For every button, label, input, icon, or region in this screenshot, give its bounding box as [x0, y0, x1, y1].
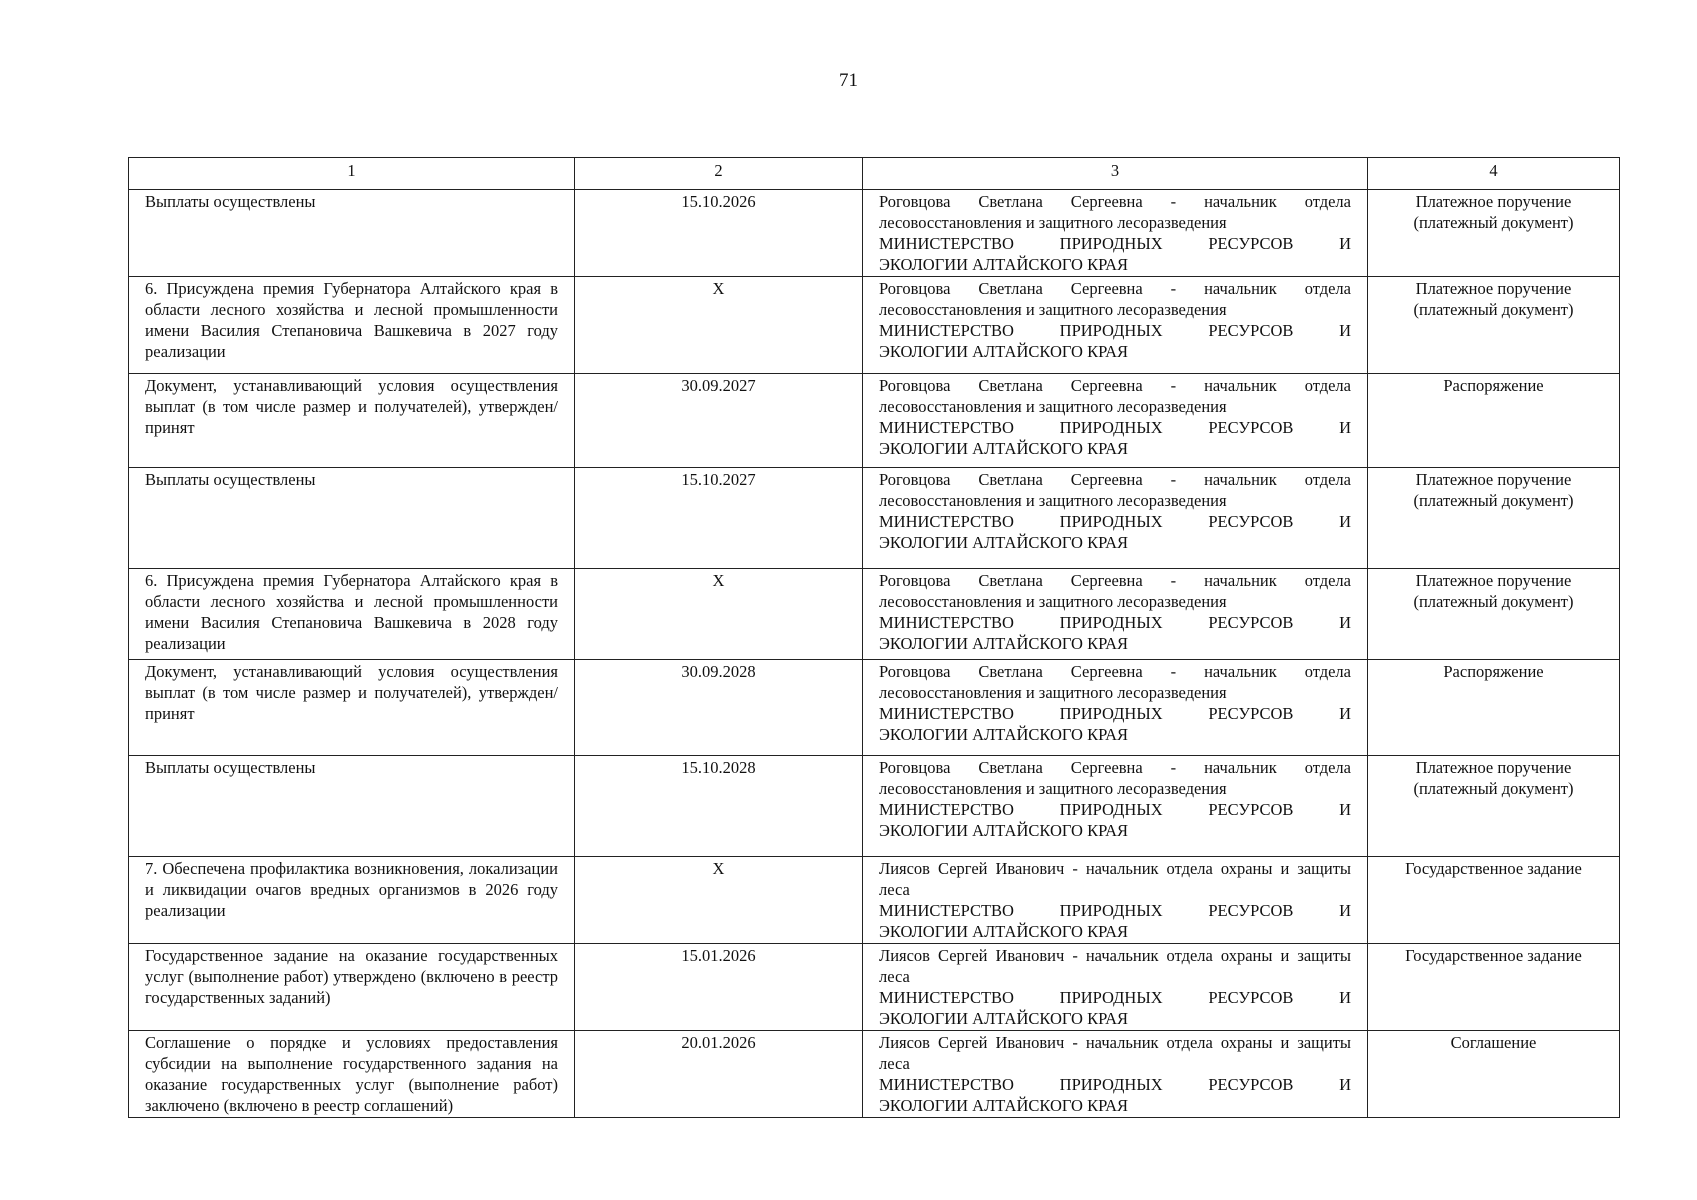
event-description-cell: Выплаты осуществлены [129, 190, 575, 277]
deadline-cell: 30.09.2027 [575, 374, 863, 468]
responsible-cell [863, 374, 1368, 468]
deadline-cell: 15.01.2026 [575, 944, 863, 1031]
event-description-cell: Соглашение о порядке и условиях предоставления субсидии на выполнение государственного задания на оказание государственных услуг (выполнение работ) заключено (включено в реестр соглашений) [129, 1031, 575, 1118]
responsible-organization-line2: ЭКОЛОГИИ АЛТАЙСКОГО КРАЯ [879, 634, 1129, 653]
event-description-cell: Документ, устанавливающий условия осуществления выплат (в том числе размер и получателей), утвержден/принят [129, 660, 575, 756]
responsible-organization-line2: ЭКОЛОГИИ АЛТАЙСКОГО КРАЯ [879, 821, 1129, 840]
responsible-organization-line1: МИНИСТЕРСТВО ПРИРОДНЫХ РЕСУРСОВ И [879, 512, 1351, 531]
responsible-cell [863, 277, 1368, 374]
responsible-organization-line1: МИНИСТЕРСТВО ПРИРОДНЫХ РЕСУРСОВ И [879, 800, 1351, 819]
table-row [129, 374, 1620, 468]
table-row [129, 277, 1620, 374]
responsible-person: Роговцова Светлана Сергеевна - начальник отдела лесовосстановления и защитного лесоразведения [879, 192, 1351, 232]
document-type-cell: Платежное поручение (платежный документ) [1368, 190, 1620, 277]
event-description-cell: 6. Присуждена премия Губернатора Алтайского края в области лесного хозяйства и лесной промышленности имени Василия Степановича Вашкевича в 2028 году реализации [129, 569, 575, 660]
deadline-cell: 20.01.2026 [575, 1031, 863, 1118]
column-header-2: 2 [575, 158, 863, 190]
column-header-1: 1 [129, 158, 575, 190]
deadline-cell: 15.10.2026 [575, 190, 863, 277]
responsible-cell [863, 569, 1368, 660]
responsible-organization-line1: МИНИСТЕРСТВО ПРИРОДНЫХ РЕСУРСОВ И [879, 418, 1351, 437]
document-type-cell: Платежное поручение (платежный документ) [1368, 277, 1620, 374]
responsible-organization-line1: МИНИСТЕРСТВО ПРИРОДНЫХ РЕСУРСОВ И [879, 1075, 1351, 1094]
document-type-cell: Государственное задание [1368, 857, 1620, 944]
table-row [129, 190, 1620, 277]
responsible-organization-line1: МИНИСТЕРСТВО ПРИРОДНЫХ РЕСУРСОВ И [879, 234, 1351, 253]
deadline-cell: 30.09.2028 [575, 660, 863, 756]
event-description-cell: Выплаты осуществлены [129, 468, 575, 569]
responsible-organization-line1: МИНИСТЕРСТВО ПРИРОДНЫХ РЕСУРСОВ И [879, 988, 1351, 1007]
event-description-cell: 7. Обеспечена профилактика возникновения, локализации и ликвидации очагов вредных организмов в 2026 году реализации [129, 857, 575, 944]
table-body [129, 190, 1620, 1118]
table-row [129, 1031, 1620, 1118]
deadline-cell: X [575, 569, 863, 660]
responsible-organization-line2: ЭКОЛОГИИ АЛТАЙСКОГО КРАЯ [879, 533, 1129, 552]
responsible-cell [863, 1031, 1368, 1118]
document-type-cell: Распоряжение [1368, 660, 1620, 756]
responsible-person: Роговцова Светлана Сергеевна - начальник отдела лесовосстановления и защитного лесоразведения [879, 571, 1351, 611]
event-description-cell: Выплаты осуществлены [129, 756, 575, 857]
plan-table [128, 157, 1620, 1118]
page-number: 71 [839, 70, 858, 91]
document-type-cell: Платежное поручение (платежный документ) [1368, 569, 1620, 660]
responsible-organization-line2: ЭКОЛОГИИ АЛТАЙСКОГО КРАЯ [879, 922, 1129, 941]
deadline-cell: 15.10.2028 [575, 756, 863, 857]
responsible-organization-line2: ЭКОЛОГИИ АЛТАЙСКОГО КРАЯ [879, 255, 1129, 274]
header-row [129, 158, 1620, 190]
responsible-organization-line1: МИНИСТЕРСТВО ПРИРОДНЫХ РЕСУРСОВ И [879, 321, 1351, 340]
document-type-cell: Соглашение [1368, 1031, 1620, 1118]
responsible-person: Лиясов Сергей Иванович - начальник отдела охраны и защиты леса [879, 946, 1351, 986]
responsible-organization-line2: ЭКОЛОГИИ АЛТАЙСКОГО КРАЯ [879, 439, 1129, 458]
table-row [129, 468, 1620, 569]
deadline-cell: X [575, 857, 863, 944]
document-type-cell: Распоряжение [1368, 374, 1620, 468]
responsible-person: Роговцова Светлана Сергеевна - начальник отдела лесовосстановления и защитного лесоразведения [879, 279, 1351, 319]
responsible-organization-line1: МИНИСТЕРСТВО ПРИРОДНЫХ РЕСУРСОВ И [879, 901, 1351, 920]
table-row [129, 660, 1620, 756]
responsible-person: Роговцова Светлана Сергеевна - начальник отдела лесовосстановления и защитного лесоразведения [879, 758, 1351, 798]
deadline-cell: X [575, 277, 863, 374]
event-description-cell: Государственное задание на оказание государственных услуг (выполнение работ) утверждено (включено в реестр государственных заданий) [129, 944, 575, 1031]
responsible-person: Роговцова Светлана Сергеевна - начальник отдела лесовосстановления и защитного лесоразведения [879, 376, 1351, 416]
event-description-cell: 6. Присуждена премия Губернатора Алтайского края в области лесного хозяйства и лесной промышленности имени Василия Степановича Вашкевича в 2027 году реализации [129, 277, 575, 374]
responsible-organization-line2: ЭКОЛОГИИ АЛТАЙСКОГО КРАЯ [879, 1096, 1129, 1115]
document-type-cell: Платежное поручение (платежный документ) [1368, 756, 1620, 857]
event-description-cell: Документ, устанавливающий условия осуществления выплат (в том числе размер и получателей), утвержден/принят [129, 374, 575, 468]
deadline-cell: 15.10.2027 [575, 468, 863, 569]
responsible-organization-line1: МИНИСТЕРСТВО ПРИРОДНЫХ РЕСУРСОВ И [879, 704, 1351, 723]
responsible-person: Роговцова Светлана Сергеевна - начальник отдела лесовосстановления и защитного лесоразведения [879, 470, 1351, 510]
document-type-cell: Государственное задание [1368, 944, 1620, 1031]
table-row [129, 569, 1620, 660]
responsible-person: Роговцова Светлана Сергеевна - начальник отдела лесовосстановления и защитного лесоразведения [879, 662, 1351, 702]
responsible-person: Лиясов Сергей Иванович - начальник отдела охраны и защиты леса [879, 1033, 1351, 1073]
responsible-organization-line2: ЭКОЛОГИИ АЛТАЙСКОГО КРАЯ [879, 725, 1129, 744]
responsible-cell [863, 944, 1368, 1031]
responsible-person: Лиясов Сергей Иванович - начальник отдела охраны и защиты леса [879, 859, 1351, 899]
responsible-cell [863, 857, 1368, 944]
responsible-cell [863, 660, 1368, 756]
document-type-cell: Платежное поручение (платежный документ) [1368, 468, 1620, 569]
table-row [129, 857, 1620, 944]
responsible-organization-line2: ЭКОЛОГИИ АЛТАЙСКОГО КРАЯ [879, 1009, 1129, 1028]
table-row [129, 944, 1620, 1031]
responsible-cell [863, 756, 1368, 857]
column-header-4: 4 [1368, 158, 1620, 190]
responsible-organization-line2: ЭКОЛОГИИ АЛТАЙСКОГО КРАЯ [879, 342, 1129, 361]
responsible-cell [863, 468, 1368, 569]
responsible-organization-line1: МИНИСТЕРСТВО ПРИРОДНЫХ РЕСУРСОВ И [879, 613, 1351, 632]
table-row [129, 756, 1620, 857]
column-header-3: 3 [863, 158, 1368, 190]
responsible-cell [863, 190, 1368, 277]
